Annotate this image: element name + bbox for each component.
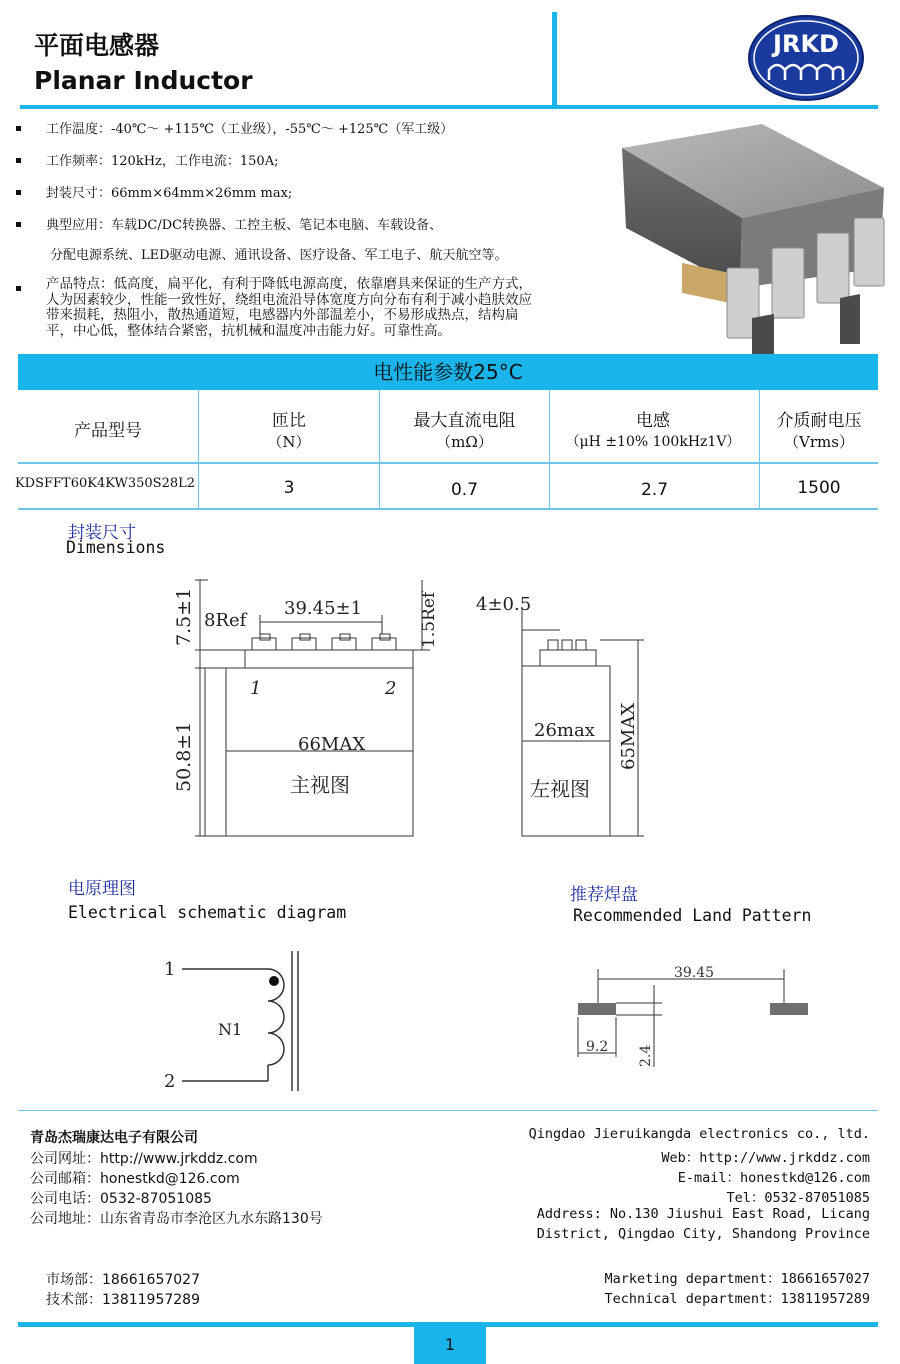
- cell-resistance: 0.7: [450, 480, 479, 500]
- page-number: 1: [414, 1326, 486, 1364]
- header-voltage: 介质耐电压 （Vrms）: [776, 411, 862, 451]
- company-phone-zh: 公司电话：0532-87051085: [30, 1191, 212, 1207]
- company-email-en: E-mail：honestkd@126.com: [677, 1170, 870, 1186]
- header-model: 产品型号: [74, 421, 142, 441]
- footer-rule: [18, 1110, 878, 1111]
- dim-label-50-8: 50.8±1: [173, 721, 195, 792]
- bullet-icon: [16, 190, 21, 195]
- company-logo: [747, 14, 865, 102]
- feature-line: 带来损耗，热阻小，散热通道短，电感器内外部温差小，不易形成热点，结构扁: [46, 307, 519, 323]
- spec-text: 工作温度：-40℃～ +115℃（工业级），-55℃～ +125℃（军工级）: [46, 122, 454, 137]
- dim-label-pitch: 39.45±1: [284, 598, 363, 619]
- schematic-title-zh: 电原理图: [68, 879, 136, 899]
- company-website-zh: 公司网址：http://www.jrkddz.com: [30, 1151, 258, 1167]
- header-rule: [20, 105, 878, 109]
- technical-dept-en: Technical department：13811957289: [604, 1291, 870, 1307]
- dim-label-65max: 65MAX: [618, 702, 639, 770]
- spec-text: 分配电源系统、LED驱动电源、通讯设备、医疗设备、军工电子、航天航空等。: [50, 248, 508, 263]
- cell-inductance: 2.7: [640, 480, 669, 500]
- spec-text: 工作频率：120kHz，工作电流：150A;: [46, 154, 279, 169]
- company-website-en: Web：http://www.jrkddz.com: [661, 1150, 870, 1166]
- pin-label-2: 2: [385, 678, 397, 699]
- dim-label-8ref: 8Ref: [204, 610, 247, 631]
- dim-label-h-top: 7.5±1: [173, 587, 195, 646]
- dim-label-26max: 26max: [534, 720, 595, 741]
- land-title-en: Recommended Land Pattern: [573, 906, 812, 925]
- side-view-label: 左视图: [530, 777, 590, 801]
- company-address-zh: 公司地址：山东省青岛市李沧区九水东路130号: [30, 1211, 323, 1227]
- coil-label: N1: [218, 1020, 243, 1039]
- cell-turns: 3: [283, 478, 295, 498]
- schematic-diagram: [150, 945, 320, 1095]
- company-address-en-1: Address: No.130 Jiushui East Road, Licang: [536, 1206, 870, 1222]
- dim-label-66max: 66MAX: [298, 734, 366, 755]
- land-pad-height-label: 2.4: [638, 1044, 654, 1067]
- technical-dept-zh: 技术部：13811957289: [46, 1292, 200, 1308]
- company-phone-en: Tel：0532-87051085: [726, 1190, 870, 1206]
- company-address-en-2: District, Qingdao City, Shandong Province: [536, 1226, 870, 1242]
- feature-paragraph: [46, 277, 676, 339]
- polarity-dot-icon: [269, 976, 279, 986]
- company-name-zh: 青岛杰瑞康达电子有限公司: [30, 1130, 198, 1146]
- header-inductance: 电感 （μH ±10% 100kHz1V）: [565, 411, 741, 450]
- marketing-dept-zh: 市场部：18661657027: [46, 1272, 200, 1288]
- header-turns: 匝比 （N）: [267, 411, 311, 451]
- feature-line: 产品特点：低高度，扁平化，有利于降低电源高度，依靠磨具来保证的生产方式，: [46, 276, 532, 292]
- feature-line: 人为因素较少，性能一致性好，绕组电流沿导体宽度方向分布有利于减小趋肤效应: [46, 291, 532, 308]
- bullet-icon: [16, 286, 21, 291]
- cell-model: KDSFFT60K4KW350S28L2: [14, 476, 196, 491]
- dimensions-title-zh: 封装尺寸: [68, 523, 136, 543]
- table-title-bar: 电性能参数25°C: [18, 354, 878, 390]
- cell-voltage: 1500: [797, 478, 841, 498]
- logo-text: JRKD: [773, 30, 839, 58]
- schematic-pin-1: 1: [164, 959, 176, 980]
- land-title-zh: 推荐焊盘: [570, 885, 638, 905]
- dimension-drawing: [160, 570, 660, 850]
- marketing-dept-en: Marketing department：18661657027: [604, 1271, 870, 1287]
- product-photo: [612, 118, 892, 354]
- parameter-table: [14, 390, 878, 510]
- dim-label-1-5ref: 1.5Ref: [419, 591, 439, 648]
- spec-text: 典型应用：车载DC/DC转换器、工控主板、笔记本电脑、车载设备、: [46, 218, 443, 233]
- page-title-zh: 平面电感器: [34, 31, 160, 60]
- bullet-icon: [16, 222, 21, 227]
- page-title-en: Planar Inductor: [34, 66, 253, 95]
- feature-line: 平，中心低，整体结合紧密，抗机械和温度冲击能力好。可靠性高。: [46, 322, 451, 339]
- schematic-title-en: Electrical schematic diagram: [68, 903, 347, 922]
- solder-pad: [578, 1003, 616, 1015]
- land-span-label: 39.45: [674, 965, 715, 981]
- land-pad-width-label: 9.2: [586, 1039, 609, 1055]
- land-pattern-diagram: [560, 955, 820, 1075]
- company-name-en: Qingdao Jieruikangda electronics co., ltd.: [528, 1126, 870, 1142]
- front-view-label: 主视图: [290, 773, 350, 797]
- dimensions-title-en: Dimensions: [66, 538, 166, 557]
- bullet-icon: [16, 158, 21, 163]
- spec-text: 封装尺寸：66mm×64mm×26mm max;: [46, 186, 293, 201]
- solder-pad: [770, 1003, 808, 1015]
- bullet-icon: [16, 126, 21, 131]
- company-email-zh: 公司邮箱：honestkd@126.com: [30, 1171, 240, 1187]
- dim-label-4: 4±0.5: [476, 594, 532, 615]
- header-resistance: 最大直流电阻 （mΩ）: [413, 411, 516, 451]
- pin-label-1: 1: [250, 678, 262, 699]
- schematic-pin-2: 2: [164, 1071, 176, 1092]
